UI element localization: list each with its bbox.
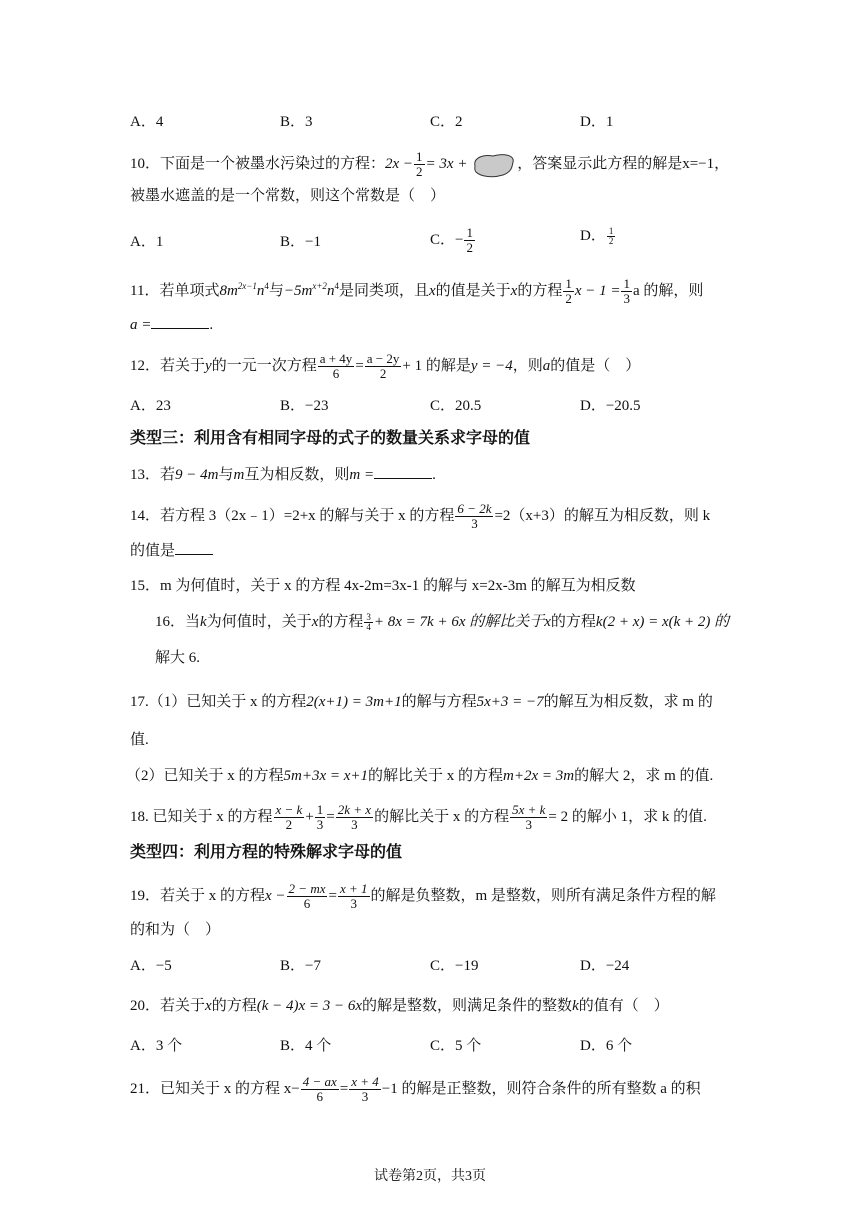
q20-line: 20．若关于x的方程(k − 4)x = 3 − 6x的解是整数，则满足条件的整数k的值有（ ）: [130, 998, 669, 1014]
q10-solution: x=−1，: [682, 155, 730, 172]
q19-option-d: D．−24: [580, 958, 630, 974]
q10-line1: [130, 150, 729, 179]
q14-line1: 14．若方程 3（2x﹣1）=2+x 的解与关于 x 的方程 $\frac{6 - 2k}{3}$ =2（x+3）的解互为相反数，则 k: [130, 501, 711, 531]
q19-line2: 的和为（ ）: [130, 922, 221, 938]
q11-line2: a = .: [130, 314, 213, 335]
q20-option-d: D．6 个: [580, 1038, 633, 1054]
q16-line2: 解大 6.: [155, 650, 201, 666]
section-heading-type4: 类型四：利用方程的特殊解求字母的值: [130, 842, 403, 861]
ink-blot-icon: [471, 152, 517, 178]
q10-option-a: A．1: [130, 234, 164, 250]
q19-option-b: B．−7: [280, 958, 321, 974]
q10-eq-lhs: 2x −: [385, 155, 414, 172]
q10-line2: 被墨水遮盖的是一个常数，则这个常数是（ ）: [130, 188, 446, 204]
q13-answer-blank[interactable]: [374, 464, 432, 479]
q13-line: 13．若9 − 4m与m互为相反数，则m = .: [130, 464, 436, 485]
q18-line: 18. 已知关于 x 的方程 $\frac{x - k}{2}$ + $\frac{1}{3}$ = $\frac{2k + x}{3}$ 的解比关于 x 的方程 $\frac{5x + k}{3}$ = 2 的解小 1，求 k 的值.: [130, 802, 707, 832]
q10-option-b: B．−1: [280, 234, 321, 250]
q14-line2: 的值是: [130, 540, 213, 561]
q15-line: 15．m 为何值时，关于 x 的方程 4x-2m=3x-1 的解与 x=2x-3m 的解互为相反数: [130, 578, 636, 594]
q20-option-b: B．4 个: [280, 1038, 332, 1054]
q11-answer-blank[interactable]: [151, 314, 209, 329]
page-footer: 试卷第2页，共3页: [374, 1169, 486, 1184]
q9-option-c: C．2: [430, 114, 463, 130]
q10-eq-rhs: = 3x +: [425, 155, 468, 172]
q9-option-a: A．4: [130, 114, 164, 130]
q21-line: 21．已知关于 x 的方程 x− $\frac{4 - ax}{6}$ = $\frac{x + 4}{3}$ −1 的解是正整数，则符合条件的所有整数 a 的积: [130, 1074, 701, 1104]
q10-fraction: $\frac{1}{2}$: [416, 149, 423, 179]
q11-line1: 11．若单项式$8m^{2x-1}n^4$与$-5m^{x+2}n^4$是同类项，且x的值是关于x的方程 $\frac{1}{2}$ x − 1 = $\frac{1}{3}$ a 的解，则: [130, 276, 704, 307]
q17-line2: 值.: [130, 732, 149, 748]
q17-line3: （2）已知关于 x 的方程5m+3x = x+1的解比关于 x 的方程m+2x = 3m的解大 2，求 m 的值.: [126, 768, 714, 784]
q16-line1: 16．当k为何值时，关于x的方程 $\frac{3}{4}$ + 8x = 7k + 6x 的解比关于x的方程k(2 + x) = x(k + 2) 的: [155, 612, 730, 633]
q12-option-c: C．20.5: [430, 398, 482, 414]
q12-line1: 12．若关于y的一元一次方程 $\frac{a + 4y}{6}$ = $\frac{a - 2y}{2}$ + 1 的解是y = −4，则a的值是（ ）: [130, 351, 641, 381]
q9-option-d: D．1: [580, 114, 614, 130]
q12-option-b: B．−23: [280, 398, 329, 414]
q19-option-c: C．−19: [430, 958, 479, 974]
q20-option-c: C．5 个: [430, 1038, 482, 1054]
q9-option-b: B．3: [280, 114, 313, 130]
q12-option-a: A．23: [130, 398, 171, 414]
q19-option-a: A．−5: [130, 958, 172, 974]
q10-option-d: D． $\frac{1}{2}$: [580, 226, 614, 247]
q19-line1: 19．若关于 x 的方程x − $\frac{2 - mx}{6}$ = $\frac{x + 1}{3}$ 的解是负整数，m 是整数，则所有满足条件方程的解: [130, 881, 716, 911]
q17-line1: 17.（1）已知关于 x 的方程2(x+1) = 3m+1的解与方程5x+3 = −7的解互为相反数，求 m 的: [130, 694, 713, 710]
q20-option-a: A．3 个: [130, 1038, 183, 1054]
q14-answer-blank[interactable]: [175, 540, 213, 555]
q12-option-d: D．−20.5: [580, 398, 641, 414]
section-heading-type3: 类型三：利用含有相同字母的式子的数量关系求字母的值: [130, 428, 531, 447]
q10-text: 10．下面是一个被墨水污染过的方程：: [130, 155, 386, 172]
q10-text-b: ，答案显示此方程的解是: [517, 155, 683, 172]
q10-option-c: C．− $\frac{1}{2}$: [430, 225, 473, 255]
